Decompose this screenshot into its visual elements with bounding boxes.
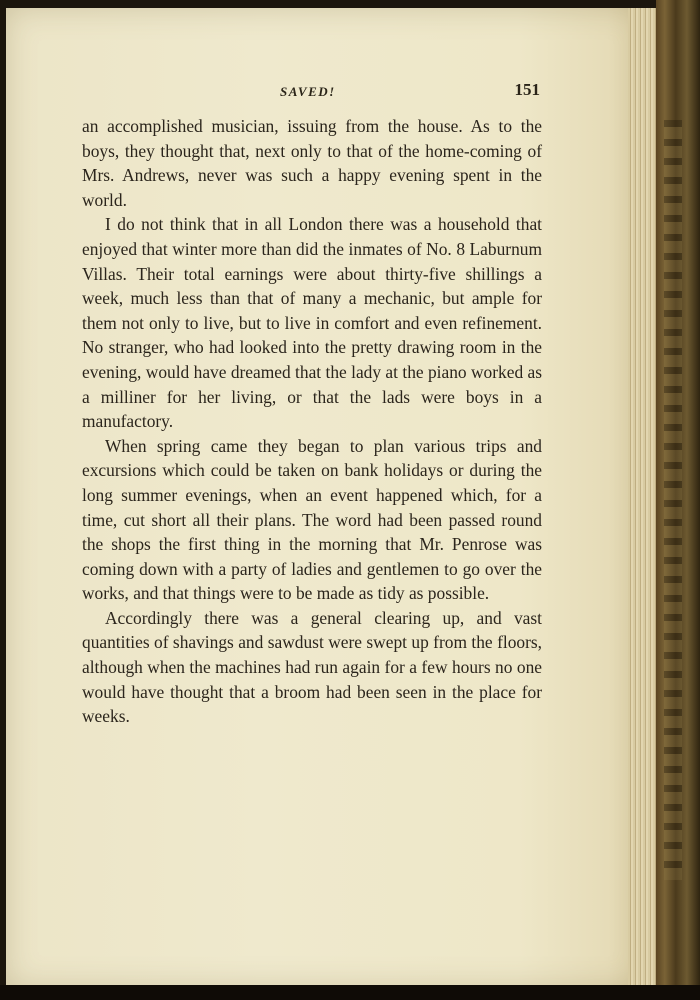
- body-text: [82, 114, 542, 729]
- book-cover-edge: [656, 0, 700, 1000]
- paragraph-2: I do not think that in all London there was a household that enjoyed that winter more than did the inmates of No. 8 Laburnum Villas. Their total earnings were about thirty-five shillings a week, much less than that of many a mechanic, but ample for them not only to live, but to live in comfort and even refinement. No stranger, who had looked into the pretty drawing room in the evening, would have dreamed that the lady at the piano worked as a milliner for her living, or that the lads were boys in a manufactory.: [82, 214, 542, 432]
- paragraph-4: Accordingly there was a general clearing up, and vast quantities of shavings and sawdust were swept up from the floors, although when the machines had run again for a few hours no one would have thought that a broom had been seen in the place for weeks.: [82, 607, 542, 727]
- paragraph-3: When spring came they began to plan various trips and excursions which could be taken on bank holidays or during the long summer evenings, when an event happened which, for a time, cut short all their plans. The word had been passed round the shops the first thing in the morning that Mr. Penrose was coming down with a party of ladies and gentlemen to go over the works, and that things were to be made as tidy as possible.: [82, 435, 542, 604]
- paragraph-1: an accomplished musician, issuing from the house. As to the boys, they thought that, next only to that of the home-coming of Mrs. Andrews, never was such a happy evening spent in the world.: [82, 116, 542, 210]
- page-edges: [628, 8, 656, 990]
- page-number: 151: [514, 80, 540, 99]
- running-head: [82, 80, 542, 106]
- bottom-shadow: [0, 985, 700, 1000]
- running-head-title: SAVED!: [280, 84, 336, 99]
